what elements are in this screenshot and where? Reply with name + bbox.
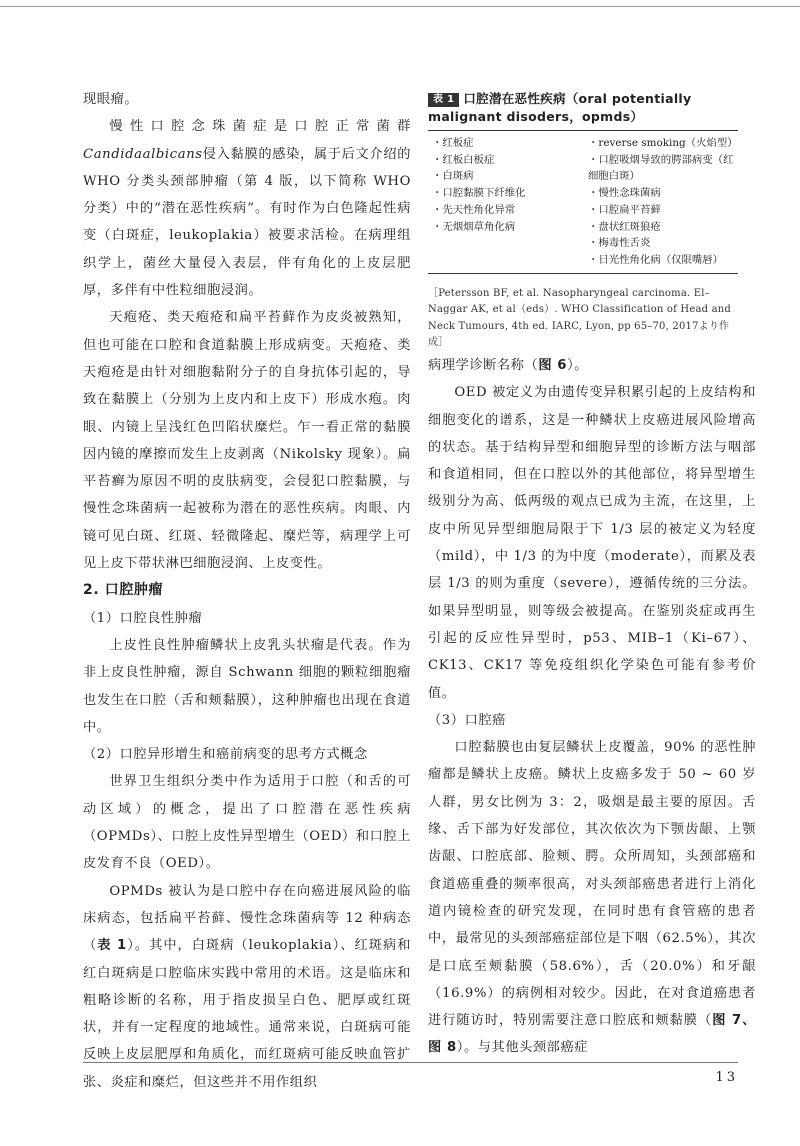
right-paragraph-1: OED 被定义为由遗传变异积累引起的上皮结构和细胞变化的谱系，这是一种鳞状上皮癌进展风险增高的状态。基于结构异型和细胞异型的诊断方法与咽部和食道相同，但在口腔以外的其他部位，将异型增生级别分为高、低两级的观点已成为主流，在这里，上皮中所见异型细胞局限于下 1/3 层的被定义为轻度（mild），中 1/3 的为中度（moderate），而累及表层 1/3 的则为重度（severe），遵循传统的三分法。如果异型明显，则等级会被提高。在鉴别炎症或再生引起的反应性异型时，p53、MIB–1（Ki–67）、CK13、CK17 等免疫组织化学染色可能有参考价值。: [428, 385, 756, 701]
right-paragraph-2: [428, 734, 756, 1062]
left-paragraph-1-a: 慢性口腔念珠菌症是口腔正常菌群: [109, 119, 411, 135]
left-paragraph-5-b: ）。其中，白斑病（leukoplakia）、红斑病和红白斑病是口腔临床实践中常用的术语。这是临床和粗略诊断的名称，用于指皮损呈白色、肥厚或红斑状，并有一定程度的地域性。通常来说，白斑病可能反映上皮层肥厚和角质化，而红斑病可能反映血管扩张、炎症和糜烂，但这些并不用作组织: [83, 938, 411, 1090]
left-paragraph-2: 天疱疮、类天疱疮和扁平苔藓作为皮炎被熟知，但也可能在口腔和食道黏膜上形成病变。天疱疮、类天疱疮是由针对细胞黏附分子的自身抗体引起的，导致在黏膜上（分别为上皮内和上皮下）形成水疱。肉眼、内镜上呈浅红色凹陷状糜烂。乍一看正常的黏膜因内镜的摩擦而发生上皮剥离（Nikolsky 现象）。扁平苔癣为原因不明的皮肤病变，会侵犯口腔黏膜，与慢性念珠菌病一起被称为潜在的恶性疾病。肉眼、内镜可见白斑、红斑、轻微隆起、糜烂等，病理学上可见上皮下带状淋巴细胞浸润、上皮变性。: [83, 310, 411, 572]
section-heading-oral-tumor: 2. 口腔肿瘤: [83, 582, 164, 599]
list-item: ・红板白板症: [432, 153, 495, 166]
list-item: ・无烟烟草角化病: [432, 220, 516, 233]
right-paragraph-0-b: ）。: [567, 358, 589, 373]
left-paragraph-0: 现眼瘤。: [83, 92, 139, 107]
list-item: ・慢性念珠菌病: [588, 187, 661, 200]
right-paragraph-2-a: 口腔黏膜也由复层鳞状上皮覆盖，90% 的恶性肿瘤都是鳞状上皮癌。鳞状上皮癌多发于 50 ~ 60 岁人群，男女比例为 3：2，吸烟是最主要的原因。舌缘、舌下部为好发部位，其次依次为下颚齿龈、上颚齿龈、口腔底部、脸颊、腭。众所周知，头颈部癌和食道癌重叠的频率很高，对头颈部癌患者进行上消化道内镜检查的研究发现，在同时患有食管癌的患者中，最常见的头颈部癌症部位是下咽（62.5%），其次是口底至颊黏膜（58.6%），舌（20.0%）和牙龈（16.9%）的病例相对较少。因此，在对食道癌患者进行随访时，特别需要注意口腔底和颊黏膜（: [428, 740, 756, 1029]
list-item: ・梅毒性舌炎: [588, 237, 651, 250]
list-item: ・盘状红斑狼疮: [588, 220, 661, 233]
table-label: 表 1: [428, 93, 459, 107]
list-item: ・reverse smoking（火焰型）: [588, 137, 738, 149]
left-paragraph-4: 世界卫生组织分类中作为适用于口腔（和舌的可动区域）的概念，提出了口腔潜在恶性疾病（OPMDs）、口腔上皮性异型增生（OED）和口腔上皮发育不良（OED）。: [83, 774, 411, 872]
figure-7-8-reference: 图 7、图 8: [428, 1013, 756, 1056]
list-item: ・红板症: [432, 137, 474, 149]
page-number: 13: [715, 1070, 738, 1085]
table-title-text: 口腔潜在恶性疾病（oral potentially malignant disoders，opmds）: [428, 91, 692, 124]
left-paragraph-1: [83, 113, 411, 304]
table-right-column: [582, 135, 738, 269]
left-paragraph-5-a: OPMDs 被认为是口腔中存在向癌进展风险的临床病态，包括扁平苔藓、慢性念珠菌病等 12 种病态（: [83, 883, 411, 954]
list-item: ・口腔吸烟导致的腭部病变（红细胞白斑）: [588, 153, 734, 183]
subheading-benign: （1）口腔良性肿瘤: [83, 610, 203, 626]
right-paragraph-2-b: ）。与其他头颈部癌症: [456, 1040, 589, 1056]
list-item: ・口腔扁平苔藓: [588, 203, 661, 216]
list-item: ・日光性角化病（仅限嘴唇）: [588, 253, 724, 266]
right-paragraph-0: [428, 352, 756, 379]
top-rule: [0, 6, 800, 7]
left-paragraph-1-b: 侵入黏膜的感染，属于后文介绍的 WHO 分类头颈部肿瘤（第 4 版，以下简称 WHO 分类）中的“潜在恶性疾病”。有时作为白色隆起性病变（白斑症，leukoplakia）被要求活检。在病理组织学上，菌丝大量侵入表层，伴有角化的上皮层肥厚，多伴有中性粒细胞浸润。: [83, 146, 411, 299]
table-title: [428, 90, 738, 131]
figure-6-reference: 图 6: [538, 358, 568, 373]
table-body: [428, 131, 738, 274]
left-paragraph-3: 上皮性良性肿瘤鳞状上皮乳头状瘤是代表。作为非上皮良性肿瘤，源自 Schwann 细胞的颗粒细胞瘤也发生在口腔（舌和颊黏膜），这种肿瘤也出现在食道中。: [83, 637, 411, 735]
list-item: ・白斑病: [432, 170, 474, 183]
footer-rule: [83, 1062, 738, 1063]
left-paragraph-5: [83, 878, 411, 1096]
left-column: [83, 86, 411, 1096]
candida-italic: Candidaalbicans: [83, 146, 203, 162]
subheading-oral-cancer: （3）口腔癌: [428, 712, 506, 728]
right-column: [428, 352, 756, 1062]
table-left-column: [428, 135, 582, 269]
list-item: ・口腔黏膜下纤维化: [432, 187, 526, 200]
subheading-dysplasia: （2）口腔异形增生和癌前病变的思考方式概念: [83, 747, 368, 763]
table-source: ［Petersson BF, et al. Nasopharyngeal carcinoma. El–Naggar AK, et al（eds）. WHO Classification of Head and Neck Tumours, 4th ed. IARC, Lyon, pp 65–70, 2017より作成］: [428, 287, 732, 349]
table-1: [428, 90, 738, 352]
right-paragraph-0-a: 病理学诊断名称（: [428, 358, 539, 373]
list-item: ・先天性角化异常: [432, 203, 516, 216]
table-1-reference: 表 1: [97, 938, 127, 954]
